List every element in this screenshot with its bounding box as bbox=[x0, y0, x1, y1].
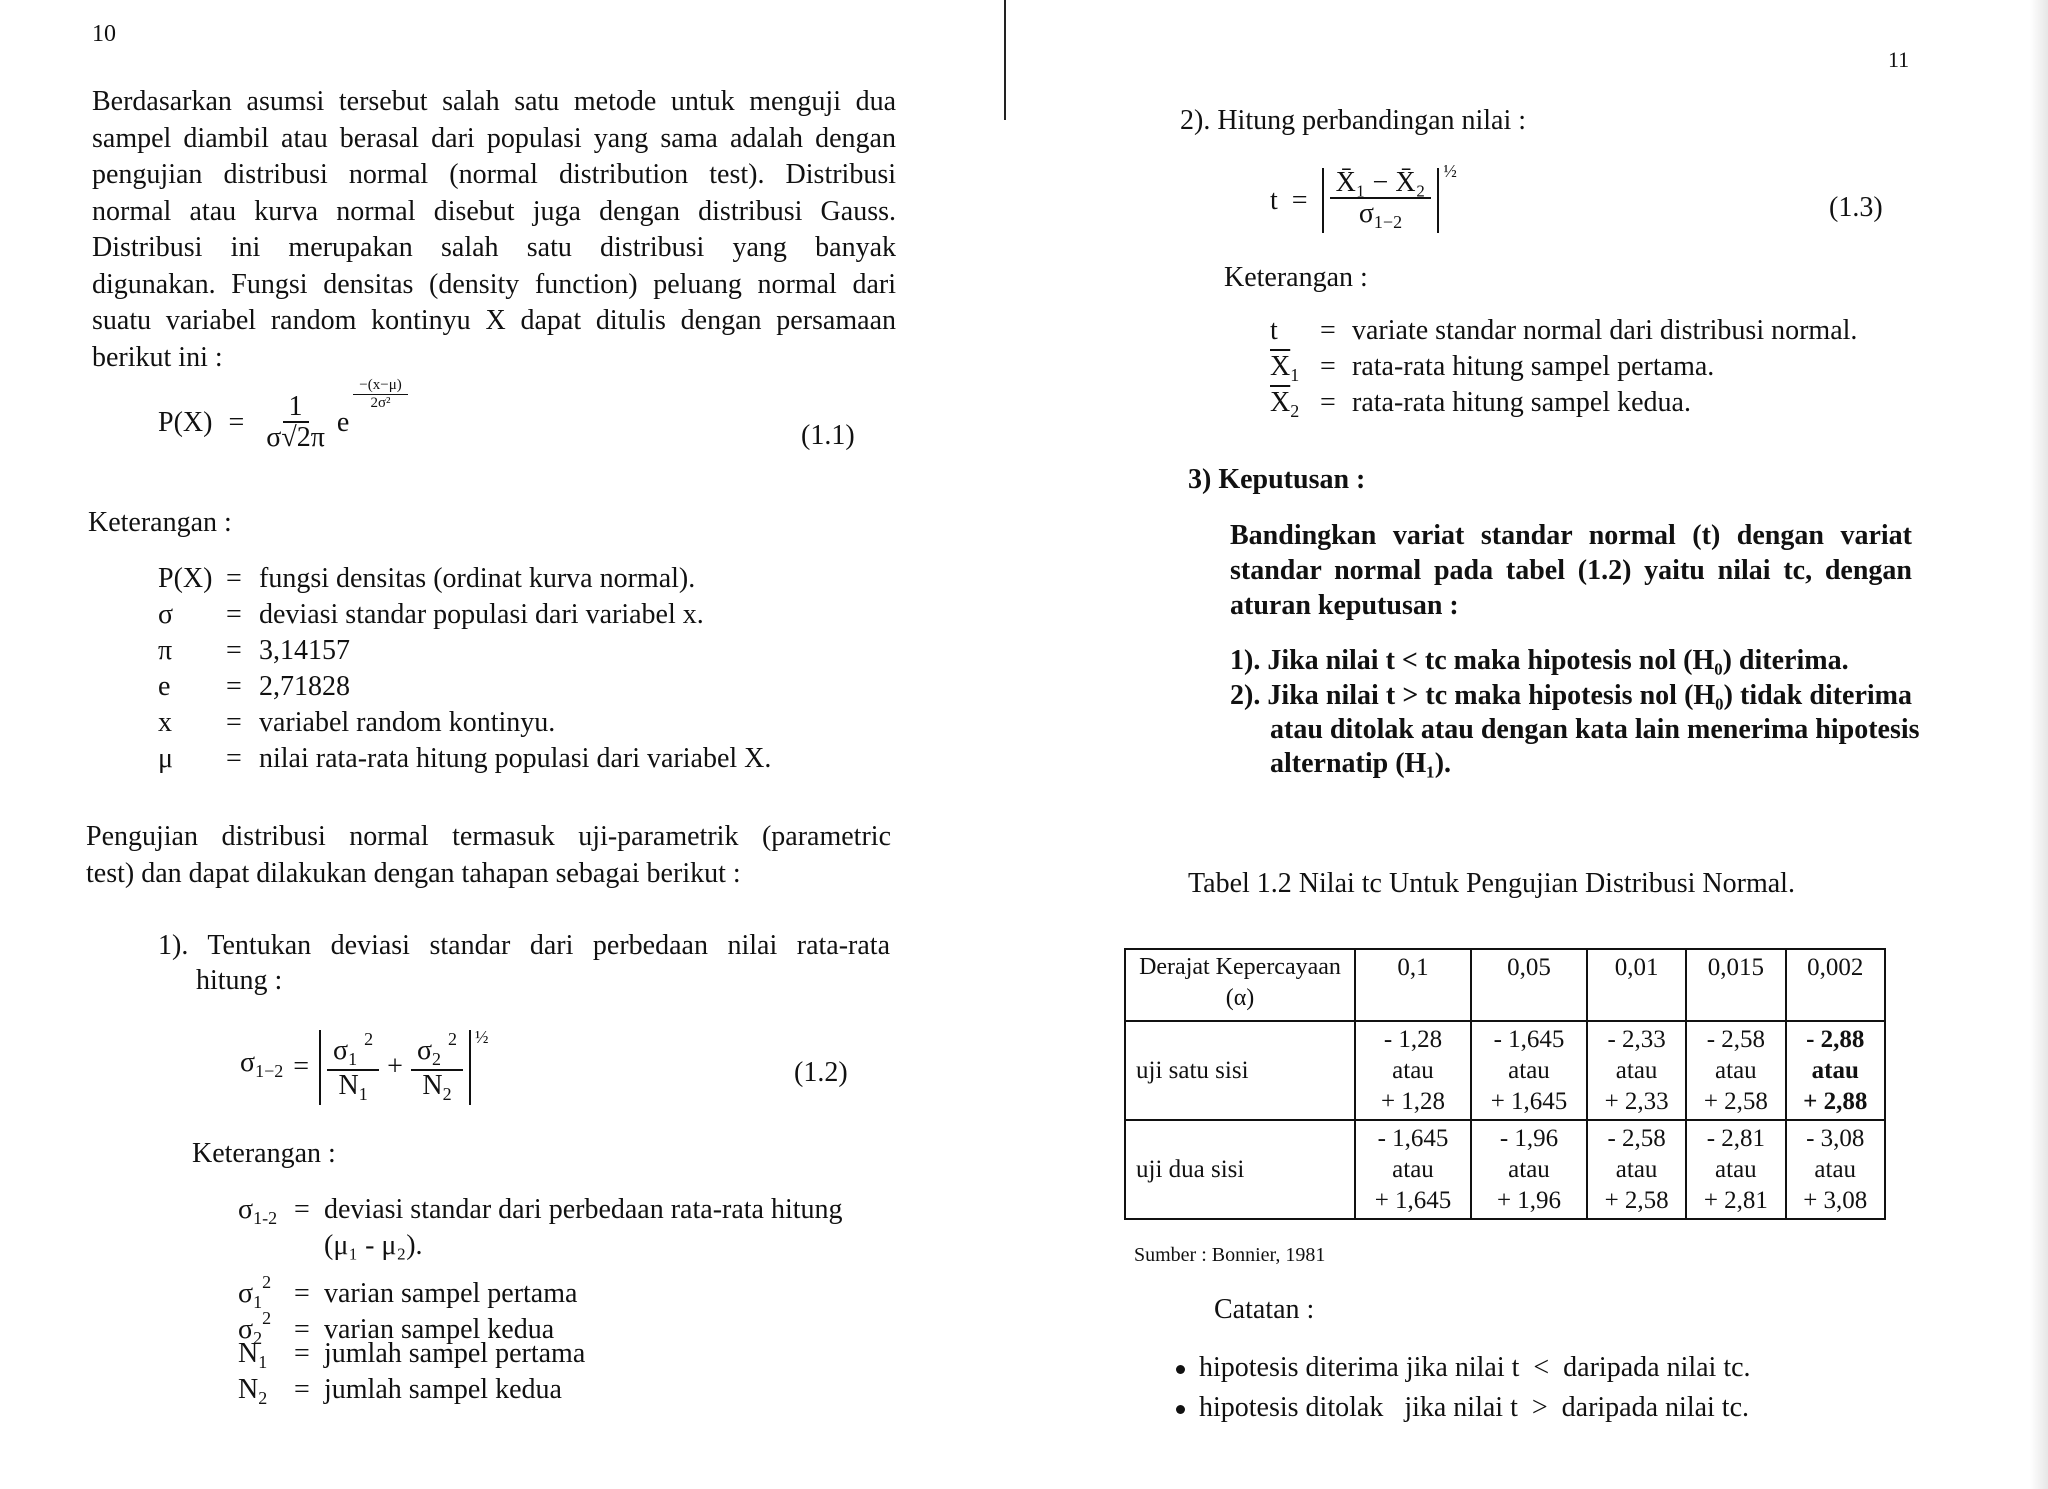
def-text: variabel random kontinyu. bbox=[259, 707, 556, 738]
cell-line: atau bbox=[1811, 1057, 1859, 1084]
def-row bbox=[158, 669, 771, 705]
def-text: deviasi standar dari perbedaan rata-rata hitung bbox=[324, 1194, 843, 1225]
def-symbol: P(X) bbox=[158, 563, 213, 594]
step3-line: aturan keputusan : bbox=[1230, 590, 1459, 621]
rule2-line: atau ditolak atau dengan kata lain menerima hipotesis bbox=[1270, 714, 1920, 745]
defs-list-3 bbox=[1270, 313, 1857, 421]
def-symbol bbox=[1270, 313, 1320, 349]
table-cell bbox=[1471, 1021, 1587, 1120]
eq2-power: ½ bbox=[475, 1027, 489, 1048]
intro-line: berikut ini : bbox=[92, 341, 223, 373]
cell-line: + 2,81 bbox=[1703, 1187, 1768, 1214]
def-symbol bbox=[238, 1372, 294, 1416]
def-row bbox=[238, 1264, 843, 1312]
def-sym: $\overline{X}$ bbox=[1270, 387, 1291, 418]
cell-line: - 3,08 bbox=[1806, 1125, 1865, 1152]
eq2-t1-den-sub: 1 bbox=[358, 1083, 368, 1104]
eq1-e: e bbox=[336, 407, 350, 439]
def-equals: = bbox=[226, 599, 242, 630]
def-row bbox=[238, 1372, 843, 1408]
cell-line: atau bbox=[1392, 1057, 1434, 1084]
eq2-t1-num-sup: 2 bbox=[364, 1029, 374, 1049]
def-row bbox=[238, 1228, 843, 1264]
intro-line: Berdasarkan asumsi tersebut salah satu metode untuk menguji dua bbox=[92, 86, 896, 117]
rule-2 bbox=[1230, 679, 1920, 781]
step-3-paragraph bbox=[1230, 518, 1912, 623]
eq2-term1-den bbox=[332, 1071, 373, 1105]
table-cell bbox=[1355, 1120, 1471, 1219]
eq2-t1-num-sym: σ bbox=[333, 1035, 349, 1066]
eq2-lhs-sub: 1−2 bbox=[255, 1061, 284, 1082]
cell-line: atau bbox=[1615, 1057, 1658, 1084]
def-equals: = bbox=[294, 1314, 310, 1345]
def-sub: 2 bbox=[258, 1388, 268, 1408]
page-gutter-line bbox=[1004, 0, 1006, 120]
def-symbol bbox=[1270, 385, 1320, 429]
table-cell bbox=[1686, 1120, 1785, 1219]
eq2-term1 bbox=[327, 1030, 379, 1105]
eq2-label: (1.2) bbox=[794, 1057, 848, 1088]
table-header-cell: 0,01 bbox=[1587, 949, 1686, 1021]
def-equals: = bbox=[226, 707, 242, 738]
rule2-line: 2). Jika nilai t > tc maka hipotesis nol (H₀) tidak diterima bbox=[1230, 680, 1912, 711]
eq1-label: (1.1) bbox=[801, 420, 855, 451]
table-row bbox=[1125, 1021, 1885, 1120]
def-equals: = bbox=[1320, 351, 1336, 382]
eq1-lhs: P(X) bbox=[158, 407, 213, 439]
def-sym: N bbox=[238, 1338, 259, 1369]
paragraph-2 bbox=[86, 819, 891, 892]
eq3-power: ½ bbox=[1443, 160, 1457, 181]
def-row bbox=[1270, 349, 1857, 385]
def-sym: $\overline{X}$ bbox=[1270, 351, 1291, 382]
para2-line: Pengujian distribusi normal termasuk uji-parametrik (parametric bbox=[86, 821, 891, 852]
def-text: jumlah sampel pertama bbox=[324, 1338, 586, 1369]
page-number-left: 10 bbox=[92, 21, 116, 47]
table-header-row bbox=[1125, 949, 1885, 1021]
intro-line: normal atau kurva normal disebut juga dengan distribusi Gauss. bbox=[92, 195, 896, 227]
def-row bbox=[238, 1300, 843, 1348]
table-cell bbox=[1355, 1021, 1471, 1120]
cell-line: + 2,33 bbox=[1604, 1088, 1669, 1115]
keterangan-heading-3: Keterangan : bbox=[1224, 262, 1368, 293]
cell-line: atau bbox=[1392, 1156, 1434, 1183]
eq2-lhs-symbol: σ bbox=[240, 1047, 256, 1079]
def-symbol: x bbox=[158, 707, 172, 738]
cell-line: - 2,58 bbox=[1607, 1125, 1666, 1152]
table-cell bbox=[1471, 1120, 1587, 1219]
eq3-denominator bbox=[1353, 199, 1408, 233]
cell-line: - 1,96 bbox=[1499, 1125, 1559, 1152]
step-1 bbox=[158, 928, 890, 965]
intro-paragraph bbox=[92, 84, 896, 376]
def-sym: N bbox=[238, 1374, 259, 1405]
def-equals: = bbox=[294, 1338, 310, 1369]
def-row bbox=[238, 1192, 843, 1228]
def-text: jumlah sampel kedua bbox=[324, 1374, 562, 1405]
cell-line: atau bbox=[1715, 1057, 1757, 1084]
def-text: variate standar normal dari distribusi normal. bbox=[1352, 315, 1858, 346]
cell-line: atau bbox=[1508, 1156, 1550, 1183]
eq3-fraction bbox=[1330, 168, 1432, 233]
def-sym: σ bbox=[238, 1314, 254, 1345]
eq1-exponent bbox=[353, 378, 407, 411]
header-label-alpha: (α) bbox=[1225, 985, 1255, 1011]
eq1-numerator: 1 bbox=[283, 392, 309, 423]
cell-line: atau bbox=[1814, 1156, 1857, 1183]
bullet-icon bbox=[1176, 1405, 1185, 1414]
intro-line: pengujian distribusi normal (normal distribution test). Distribusi bbox=[92, 159, 896, 190]
cell-line: atau bbox=[1615, 1156, 1658, 1183]
intro-line: digunakan. Fungsi densitas (density function) peluang normal dari bbox=[92, 268, 896, 300]
rule2-line: alternatip (H₁). bbox=[1270, 748, 1452, 779]
cell-line: atau bbox=[1508, 1057, 1550, 1084]
cell-line: + 1,645 bbox=[1374, 1187, 1452, 1214]
def-text: 3,14157 bbox=[259, 635, 350, 666]
equation-1-2 bbox=[240, 1027, 489, 1105]
table-source: Sumber : Bonnier, 1981 bbox=[1134, 1244, 1326, 1266]
eq1-denominator: σ√2π bbox=[266, 422, 325, 454]
table-header-label bbox=[1125, 949, 1355, 1021]
eq2-t2-num-sym: σ bbox=[416, 1035, 433, 1066]
def-text: (μ₁ - μ₂). bbox=[324, 1230, 423, 1261]
def-row bbox=[158, 705, 771, 741]
def-text: nilai rata-rata hitung populasi dari variabel X. bbox=[259, 743, 772, 774]
step-3-title: 3) Keputusan : bbox=[1188, 464, 1366, 495]
table-cell bbox=[1587, 1120, 1686, 1219]
def-equals: = bbox=[226, 671, 242, 702]
def-row bbox=[158, 633, 771, 669]
list-item bbox=[1176, 1350, 1751, 1390]
def-row bbox=[158, 597, 771, 633]
eq3-label: (1.3) bbox=[1829, 192, 1883, 223]
keterangan-heading-1: Keterangan : bbox=[88, 507, 232, 538]
eq2-t2-den-sym: N bbox=[422, 1069, 443, 1101]
table-cell bbox=[1786, 1021, 1886, 1120]
def-equals: = bbox=[1320, 387, 1336, 418]
step3-line: standar normal pada tabel (1.2) yaitu nilai tc, dengan bbox=[1230, 555, 1912, 586]
table-header-cell: 0,002 bbox=[1786, 949, 1886, 1021]
table-header-cell: 0,1 bbox=[1355, 949, 1471, 1021]
def-sup: 2 bbox=[262, 1308, 272, 1328]
step1-line: 1). Tentukan deviasi standar dari perbedaan nilai rata-rata bbox=[158, 930, 890, 961]
def-text: varian sampel pertama bbox=[324, 1278, 578, 1309]
step1-line-2: hitung : bbox=[196, 965, 283, 996]
eq2-plus: + bbox=[387, 1051, 403, 1083]
cell-line: + 1,28 bbox=[1380, 1088, 1446, 1115]
defs-list-1 bbox=[158, 561, 771, 777]
def-equals: = bbox=[294, 1278, 310, 1309]
cell-line: + 2,88 bbox=[1803, 1088, 1868, 1115]
eq3-abs bbox=[1322, 168, 1440, 233]
intro-line: suatu variabel random kontinyu X dapat ditulis dengan persamaan bbox=[92, 305, 896, 336]
cell-line: + 3,08 bbox=[1803, 1187, 1868, 1214]
intro-line: sampel diambil atau berasal dari populasi yang sama adalah dengan bbox=[92, 122, 896, 154]
cell-line: + 1,645 bbox=[1490, 1088, 1568, 1115]
eq2-term2 bbox=[411, 1030, 463, 1105]
def-symbol: π bbox=[158, 635, 173, 666]
bullet-text: hipotesis ditolak jika nilai t > daripada nilai tc. bbox=[1199, 1392, 1750, 1423]
cell-line: - 2,33 bbox=[1607, 1026, 1666, 1053]
bullet-list bbox=[1176, 1350, 1751, 1430]
def-sub: 1 bbox=[253, 1292, 263, 1312]
eq1-exp-num: −(x−μ) bbox=[353, 378, 407, 395]
eq3-lhs: t bbox=[1270, 184, 1278, 216]
table-row bbox=[1125, 1120, 1885, 1219]
eq2-abs bbox=[319, 1030, 471, 1105]
page-number-right: 11 bbox=[1888, 47, 1910, 72]
header-label-line: Derajat Kepercayaan bbox=[1139, 954, 1341, 980]
def-sym: t bbox=[1270, 315, 1278, 346]
def-symbol: μ bbox=[158, 743, 174, 774]
cell-line: atau bbox=[1715, 1156, 1757, 1183]
def-row bbox=[158, 561, 771, 597]
bullet-text: hipotesis diterima jika nilai t < daripada nilai tc. bbox=[1199, 1352, 1751, 1383]
bullet-icon bbox=[1176, 1365, 1185, 1374]
def-text: 2,71828 bbox=[259, 671, 350, 702]
table-cell bbox=[1587, 1021, 1686, 1120]
eq3-numerator: X̄₁ − X̄₂ bbox=[1330, 168, 1432, 199]
eq2-term2-den bbox=[416, 1071, 457, 1105]
eq2-t2-num-sup: 2 bbox=[448, 1029, 458, 1049]
eq2-t1-den-sym: N bbox=[338, 1069, 359, 1101]
cell-line: - 1,645 bbox=[1377, 1125, 1449, 1152]
eq1-fraction bbox=[260, 392, 331, 454]
para2-line: test) dan dapat dilakukan dengan tahapan sebagai berikut : bbox=[86, 857, 741, 889]
table-caption: Tabel 1.2 Nilai tc Untuk Pengujian Distribusi Normal. bbox=[1188, 868, 1795, 899]
def-sub: 2 bbox=[253, 1328, 263, 1348]
step3-line: Bandingkan variat standar normal (t) dengan variat bbox=[1230, 520, 1912, 551]
cell-line: + 2,58 bbox=[1703, 1088, 1768, 1115]
table-cell bbox=[1686, 1021, 1785, 1120]
cell-line: - 1,645 bbox=[1493, 1026, 1565, 1053]
cell-line: - 1,28 bbox=[1383, 1026, 1443, 1053]
eq3-den-sym: σ bbox=[1358, 198, 1374, 230]
cell-line: - 2,88 bbox=[1806, 1026, 1865, 1053]
def-equals: = bbox=[294, 1374, 310, 1405]
def-row bbox=[158, 741, 771, 777]
def-sub: 2 bbox=[1290, 401, 1300, 421]
catatan-heading: Catatan : bbox=[1214, 1294, 1315, 1325]
cell-line: + 2,58 bbox=[1604, 1187, 1669, 1214]
cell-line: - 2,81 bbox=[1706, 1125, 1766, 1152]
def-row bbox=[238, 1336, 843, 1372]
def-text: fungsi densitas (ordinat kurva normal). bbox=[259, 563, 696, 594]
def-row bbox=[1270, 385, 1857, 421]
def-symbol: σ bbox=[158, 599, 174, 630]
eq2-equals: = bbox=[293, 1051, 310, 1083]
eq2-term2-num bbox=[411, 1030, 463, 1071]
cell-line: - 2,58 bbox=[1706, 1026, 1766, 1053]
def-text: varian sampel kedua bbox=[324, 1314, 555, 1345]
step-2: 2). Hitung perbandingan nilai : bbox=[1180, 105, 1527, 136]
table-header-cell: 0,05 bbox=[1471, 949, 1587, 1021]
def-sub: 1 bbox=[258, 1352, 268, 1372]
equation-1-3 bbox=[1270, 160, 1457, 233]
table-row-label: uji dua sisi bbox=[1125, 1120, 1355, 1219]
table-header-cell: 0,015 bbox=[1686, 949, 1785, 1021]
def-equals: = bbox=[226, 635, 242, 666]
def-sub: 1-2 bbox=[253, 1208, 278, 1228]
def-symbol: e bbox=[158, 671, 171, 702]
tc-table bbox=[1124, 948, 1886, 1220]
def-text: rata-rata hitung sampel kedua. bbox=[1352, 387, 1691, 418]
def-equals: = bbox=[294, 1194, 310, 1225]
def-text: rata-rata hitung sampel pertama. bbox=[1352, 351, 1715, 382]
eq2-term1-num bbox=[327, 1030, 379, 1071]
def-equals: = bbox=[226, 563, 242, 594]
def-text: deviasi standar populasi dari variabel x. bbox=[259, 599, 704, 630]
eq1-equals: = bbox=[228, 407, 245, 439]
eq1-exp-den: 2σ² bbox=[370, 395, 391, 412]
def-equals: = bbox=[1320, 315, 1336, 346]
cell-line: + 1,96 bbox=[1496, 1187, 1562, 1214]
rule-1: 1). Jika nilai t < tc maka hipotesis nol (H₀) diterima. bbox=[1230, 645, 1849, 676]
eq3-den-sub: 1−2 bbox=[1373, 212, 1403, 233]
def-sup: 2 bbox=[262, 1272, 272, 1292]
defs-list-2 bbox=[238, 1192, 843, 1408]
table-cell bbox=[1786, 1120, 1886, 1219]
def-row bbox=[1270, 313, 1857, 349]
def-sym: σ bbox=[238, 1194, 254, 1225]
eq2-t2-den-sub: 2 bbox=[442, 1083, 452, 1104]
list-item bbox=[1176, 1390, 1751, 1430]
keterangan-heading-2: Keterangan : bbox=[192, 1138, 336, 1169]
intro-line: Distribusi ini merupakan salah satu distribusi yang banyak bbox=[92, 232, 896, 263]
eq2-lhs bbox=[240, 1045, 283, 1089]
eq2-t2-num-sub: 2 bbox=[432, 1049, 442, 1069]
eq2-t1-num-sub: 1 bbox=[348, 1049, 358, 1069]
def-equals: = bbox=[226, 743, 242, 774]
eq3-equals: = bbox=[1291, 184, 1308, 216]
def-sym: σ bbox=[238, 1278, 254, 1309]
def-sub: 1 bbox=[1290, 365, 1300, 385]
table-row-label: uji satu sisi bbox=[1125, 1021, 1355, 1120]
page-edge-shadow bbox=[2030, 0, 2048, 1489]
